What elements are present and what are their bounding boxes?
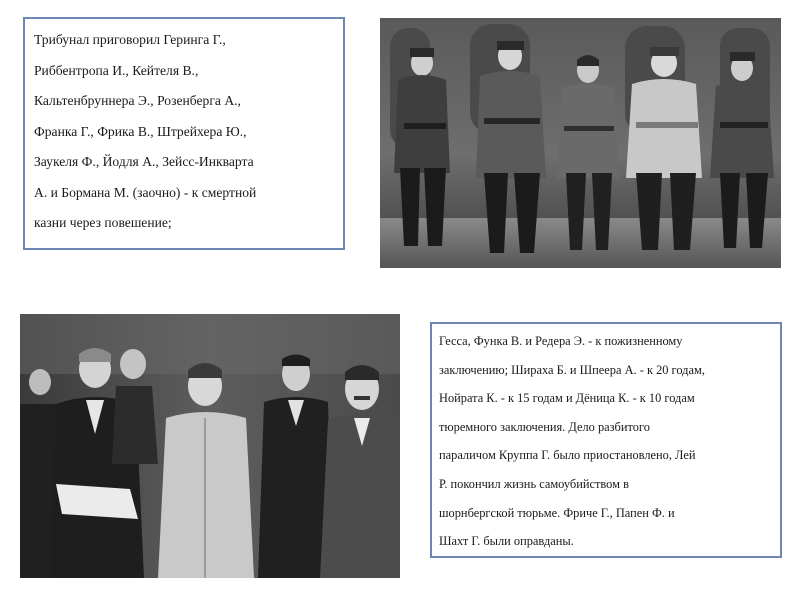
text-line: заключению; Шираха Б. и Шпеера А. - к 20 годам, [439,362,705,377]
text-line: тюремного заключения. Дело разбитого [439,419,650,434]
text-line: Шахт Г. были оправданы. [439,534,574,549]
text-line: Франка Г., Фрика В., Штрейхера Ю., [34,123,247,139]
text-line: Кальтенбруннера Э., Розенберга А., [34,93,241,108]
text-line: параличом Круппа Г. было приостановлено, Лей [439,448,696,463]
verdict-text-box-death [23,17,345,250]
text-line: Гесса, Функа В. и Редера Э. - к пожизненному [439,334,683,348]
group-photo-uniformed-officials [380,18,781,268]
verdict-text-box-prison [430,322,782,558]
text-line: казни через повешение; [34,215,172,230]
text-line: Заукеля Ф., Йодля А., Зейсс-Инкварта [34,154,254,169]
text-line: Риббентропа И., Кейтеля В., [34,62,199,78]
text-line: А. и Бормана М. (заочно) - к смертной [34,184,257,200]
text-line: Трибунал приговорил Геринга Г., [34,32,226,47]
group-photo-men-in-suits [20,314,400,578]
text-line: Р. покончил жизнь самоубийством в [439,476,629,491]
text-line: шорнбергской тюрьме. Фриче Г., Папен Ф. и [439,505,675,520]
text-line: Нойрата К. - к 15 годам и Дёница К. - к 10 годам [439,391,695,406]
